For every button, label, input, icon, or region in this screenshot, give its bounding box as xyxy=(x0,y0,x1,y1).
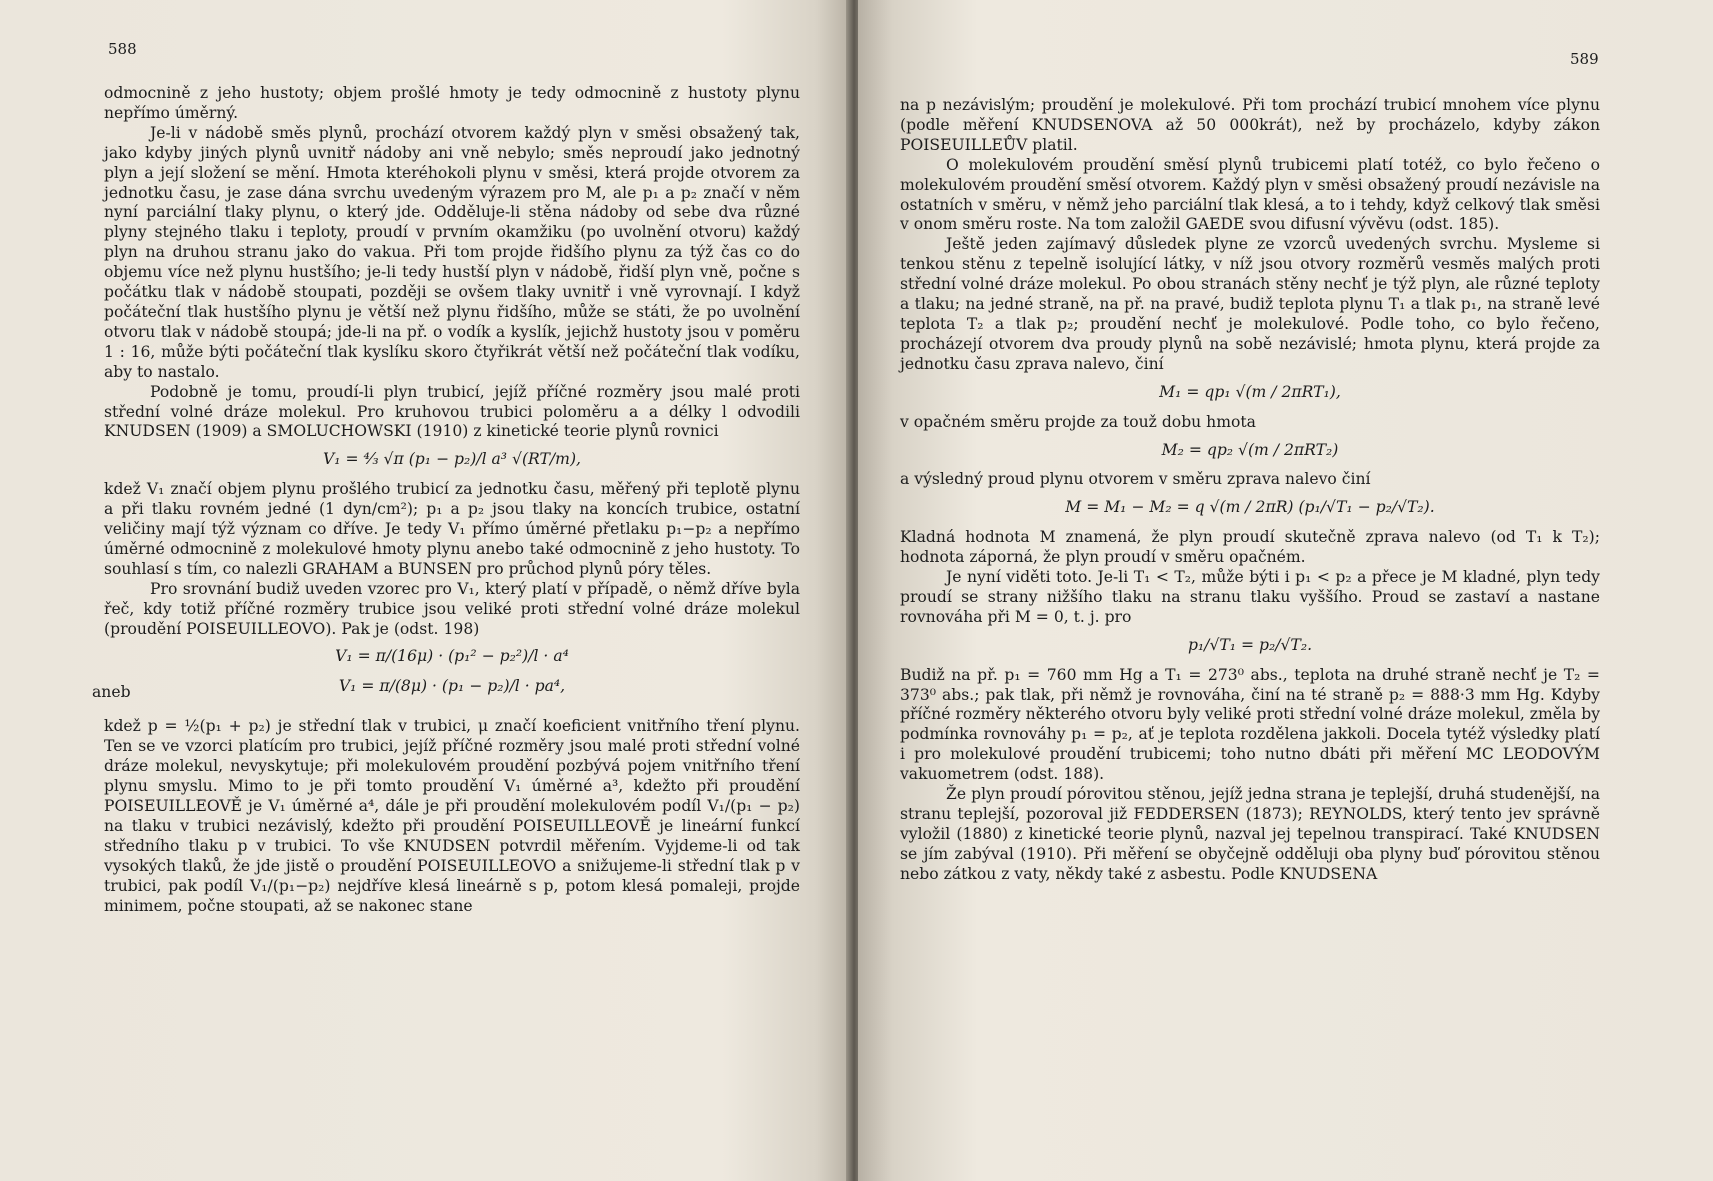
paragraph: a výsledný proud plynu otvorem v směru zprava nalevo činí xyxy=(900,470,1371,489)
left-page-text xyxy=(92,84,800,916)
page-number: 589 xyxy=(1570,50,1599,68)
left-page xyxy=(0,0,850,1181)
paragraph: kdež p = ½(p₁ + p₂) je střední tlak v trubici, μ značí koeficient vnitřního tření plynu. Ten se ve vzorci platícím pro trubici, jejíž příčné rozměry jsou malé proti střední volné dráze molekul, nevyskytuje; při molekulovém proudění pozbývá pojem vnitřního tření plynu smyslu. Mimo to je při tomto proudění V₁ úměrné a³, kdežto při proudění POISEUILLEOVĚ je V₁ úměrné a⁴, dále je při proudění molekulovém podíl V₁/(p₁ − p₂) na tlaku v trubici nezávislý, kdežto při proudění POISEUILLEOVĚ je lineární funkcí středního tlaku p v trubici. To vše KNUDSEN potvrdil měřením. Vyjdeme-li od tak vysokých tlaků, že jde jistě o proudění POISEUILLEOVO a snižujeme-li střední tlak p v trubici, pak podíl V₁/(p₁−p₂) nejdříve klesá lineárně s p, potom klesá pomaleji, projde minimem, počne stoupati, až se nakonec stane xyxy=(104,717,800,915)
paragraph: Podobně je tomu, proudí-li plyn trubicí, jejíž příčné rozměry jsou malé proti střední volné dráze molekul. Pro kruhovou trubici poloměru a a délky l odvodili KNUDSEN (1909) a SMOLUCHOWSKI (1910) z kinetické teorie plynů rovnici xyxy=(104,382,800,441)
paragraph: Pro srovnání budiž uveden vzorec pro V₁, který platí v případě, o němž dříve byla řeč, kdy totiž příčné rozměry trubice jsou veliké proti střední volné dráze molekul (proudění POISEUILLEOVO). Pak je (odst. 198) xyxy=(104,579,800,638)
paragraph: Kladná hodnota M znamená, že plyn proudí skutečně zprava nalevo (od T₁ k T₂); hodnota záporná, že plyn proudí v směru opačném. xyxy=(900,528,1600,567)
equation: V₁ = π/(8μ) · (p₁ − p₂)/l · pa⁴, xyxy=(338,677,566,696)
paragraph: Ještě jeden zajímavý důsledek plyne ze vzorců uvedených svrchu. Mysleme si tenkou stěnu z tepelně isolující látky, v níž jsou otvory rozměrů vesměs malých proti střední volné dráze molekul. Po obou stranách stěny nechť je týž plyn, ale různé teploty a tlaku; na jedné straně, na př. na pravé, budiž teplota plynu T₁ a tlak p₁, na straně levé teplota T₂ a tlak p₂; proudění nechť je molekulové. Podle toho, co bylo řečeno, procházejí otvorem dva proudy plynů na sobě nezávislé; hmota plynu, která projde za jednotku času zprava nalevo, činí xyxy=(900,235,1600,373)
paragraph: Je nyní viděti toto. Je-li T₁ < T₂, může býti i p₁ < p₂ a přece je M kladné, plyn tedy proudí se strany nižšího tlaku na stranu tlaku vyššího. Proud se zastaví a nastane rovnováha při M = 0, t. j. pro xyxy=(900,568,1600,626)
equation: p₁/√T₁ = p₂/√T₂. xyxy=(1187,635,1313,654)
equation: V₁ = π/(16μ) · (p₁² − p₂²)/l · a⁴ xyxy=(335,647,569,666)
right-page xyxy=(858,0,1713,1181)
paragraph: odmocnině z jeho hustoty; objem prošlé hmoty je tedy odmocnině z hustoty plynu nepřímo úměrný. xyxy=(104,84,800,122)
paragraph: O molekulovém proudění směsí plynů trubicemi platí totéž, co bylo řečeno o molekulovém proudění směsí otvorem. Každý plyn v směsi obsažený proudí nezávisle na ostatních v směru, v němž jeho parciální tlak klesá, a to i tehdy, když celkový tlak směsi v onom směru roste. Na tom založil GAEDE svou difusní vývěvu (odst. 185). xyxy=(900,155,1600,234)
equation: M = M₁ − M₂ = q √(m / 2πR) (p₁/√T₁ − p₂/√T₂). xyxy=(1065,498,1435,517)
paragraph: na p nezávislým; proudění je molekulové. Při tom prochází trubicí mnohem více plynu (podle měření KNUDSENOVA až 50 000krát), než by procházelo, kdyby zákon POISEUILLEŮV platil. xyxy=(900,96,1600,154)
paragraph: Budiž na př. p₁ = 760 mm Hg a T₁ = 273⁰ abs., teplota na druhé straně nechť je T₂ = 373⁰ abs.; pak tlak, při němž je rovnováha, činí na té straně p₂ = 888·3 mm Hg. Kdyby příčné rozměry některého otvoru byly veliké proti střední volné dráze molekul, změla by podmínka rovnováhy p₁ = p₂, ať je teplota rozdělena jakkoli. Docela tytéž výsledky platí i pro molekulové proudění trubicemi; toho nutno dbáti při měření MC LEODOVÝM vakuometrem (odst. 188). xyxy=(900,665,1601,784)
right-page-text xyxy=(900,96,1600,885)
equation: M₁ = qp₁ √(m / 2πRT₁), xyxy=(1159,382,1341,401)
aneb-label: aneb xyxy=(92,683,131,702)
equation: V₁ = ⁴⁄₃ √π (p₁ − p₂)/l a³ √(RT/m), xyxy=(323,450,581,469)
paragraph: kdež V₁ značí objem plynu prošlého trubicí za jednotku času, měřený při teplotě plynu a při tlaku rovném jedné (1 dyn/cm²); p₁ a p₂ jsou tlaky na koncích trubice, ostatní veličiny mají týž význam co dříve. Je tedy V₁ přímo úměrné přetlaku p₁−p₂ a nepřímo úměrné odmocnině z molekulové hmoty plynu anebo také odmocnině z jeho hustoty. To souhlasí s tím, co nalezli GRAHAM a BUNSEN pro průchod plynů póry těles. xyxy=(104,480,800,578)
equation: M₂ = qp₂ √(m / 2πRT₂) xyxy=(1161,440,1339,459)
paragraph: v opačném směru projde za touž dobu hmota xyxy=(900,412,1256,431)
page-number: 588 xyxy=(108,40,137,58)
paragraph: Že plyn proudí pórovitou stěnou, jejíž jedna strana je teplejší, druhá studenější, na stranu teplejší, pozoroval již FEDDERSEN (1873); REYNOLDS, který tento jev správně vyložil (1880) z kinetické teorie plynů, nazval jej tepelnou transpirací. Také KNUDSEN se jím zabýval (1910). Při měření se obyčejně odděluji oba plyny buď pórovitou stěnou nebo zátkou z vaty, někdy také z asbestu. Podle KNUDSENA xyxy=(900,785,1600,883)
paragraph: Je-li v nádobě směs plynů, prochází otvorem každý plyn v směsi obsažený tak, jako kdyby jiných plynů uvnitř nádoby ani vně nebylo; směs neproudí jako jednotný plyn a její složení se mění. Hmota kteréhokoli plynu v směsi, která projde otvorem za jednotku času, je zase dána svrchu uvedeným výrazem pro M, ale p₁ a p₂ značí v něm nyní parciální tlaky plynu, o který jde. Odděluje-li stěna nádoby od sebe dva různé plyny stejného tlaku i teploty, proudí v prvním okamžiku (po uvolnění otvoru) každý plyn na druhou stranu jako do vakua. Při tom projde řidšího plynu za týž čas co do objemu více než plynu hustšího; je-li tedy hustší plyn v nádobě, řidší plyn vně, počne s počátku tlak v nádobě stoupati, později se ovšem tlaky uvnitř i vně vyrovnají. I když počáteční tlak hustšího plynu je větší než plynu řidšího, může se státi, že po uvolnění otvoru tlak v nádobě stoupá; jde-li na př. o vodík a kyslík, jejichž hustoty jsou v poměru 1 : 16, může býti počáteční tlak kyslíku skoro čtyřikrát větší než počáteční tlak vodíku, aby to nastalo. xyxy=(104,123,800,381)
